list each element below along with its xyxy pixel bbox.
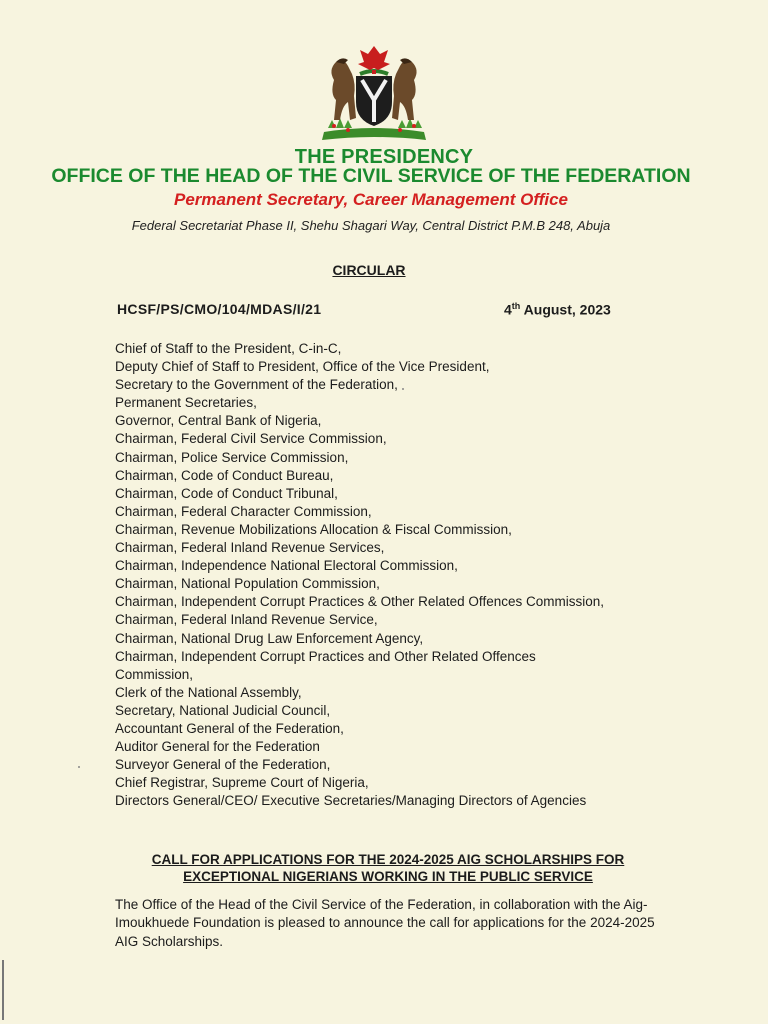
presidency-heading: THE PRESIDENCY	[294, 146, 474, 168]
office-address: Federal Secretariat Phase II, Shehu Shagari Way, Central District P.M.B 248, Abuja	[131, 218, 611, 233]
recipient-item: Chairman, Code of Conduct Bureau,	[115, 467, 334, 483]
office-heading: OFFICE OF THE HEAD OF THE CIVIL SERVICE OF THE FEDERATION	[51, 165, 691, 187]
scan-speck	[78, 766, 80, 768]
recipient-item: Chief of Staff to the President, C-in-C,	[115, 341, 342, 356]
recipient-item: Clerk of the National Assembly,	[115, 684, 302, 700]
recipient-item: Surveyor General of the Federation,	[115, 757, 331, 773]
recipient-item: Chairman, Independent Corrupt Practices & Other Related Offences Commission,	[115, 594, 604, 610]
recipient-item: Chairman, Federal Inland Revenue Service,	[115, 612, 378, 628]
recipient-item: Chairman, Code of Conduct Tribunal,	[115, 485, 338, 501]
reference-number: HCSF/PS/CMO/104/MDAS/I/21	[117, 301, 322, 317]
recipient-item: Chief Registrar, Supreme Court of Nigeria,	[115, 775, 369, 791]
body-paragraph: The Office of the Head of the Civil Service of the Federation, in collaboration with the Aig-Imoukhuede Foundation is pleased to announce the call for applications for the 2024-2025 AIG Scholarships.	[115, 897, 655, 949]
scan-edge-mark	[2, 960, 4, 1020]
recipient-item: Directors General/CEO/ Executive Secretaries/Managing Directors of Agencies	[115, 793, 587, 809]
recipient-item: Accountant General of the Federation,	[115, 720, 344, 736]
recipient-item: Governor, Central Bank of Nigeria,	[115, 413, 322, 429]
subject-line-2: EXCEPTIONAL NIGERIANS WORKING IN THE PUBLIC SERVICE	[183, 869, 593, 884]
document-date	[504, 301, 611, 318]
subject-heading	[88, 851, 688, 885]
date-suffix: th	[511, 301, 521, 311]
recipient-item: Chairman, National Drug Law Enforcement Agency,	[115, 630, 424, 646]
recipient-item: Chairman, Federal Character Commission,	[115, 503, 372, 519]
department-heading: Permanent Secretary, Career Management Office	[173, 190, 568, 209]
recipient-list	[115, 340, 675, 810]
recipient-item: Commission,	[115, 666, 194, 682]
subject-line-1: CALL FOR APPLICATIONS FOR THE 2024-2025 AIG SCHOLARSHIPS FOR	[151, 852, 625, 867]
date-rest: August, 2023	[520, 301, 611, 318]
recipient-item: Chairman, Federal Inland Revenue Services,	[115, 540, 385, 556]
coat-of-arms-icon	[314, 40, 434, 144]
recipient-item: Chairman, Independent Corrupt Practices and Other Related Offences	[115, 648, 536, 664]
recipient-item: Chairman, Police Service Commission,	[115, 449, 349, 465]
recipient-item: Auditor General for the Federation	[115, 739, 320, 755]
document-type-title: CIRCULAR	[332, 262, 406, 278]
recipient-item: Permanent Secretaries,	[115, 395, 257, 411]
recipient-item: Deputy Chief of Staff to President, Office of the Vice President,	[115, 359, 490, 375]
recipient-item: Chairman, Federal Civil Service Commission,	[115, 431, 387, 447]
recipient-item: Chairman, National Population Commission,	[115, 576, 380, 592]
recipient-item: Secretary, National Judicial Council,	[115, 702, 331, 718]
recipient-item: Chairman, Independence National Electoral Commission,	[115, 558, 458, 574]
date-day: 4	[504, 301, 512, 318]
recipient-item: Secretary to the Government of the Federation,	[115, 377, 398, 393]
scan-speck	[402, 388, 404, 390]
recipient-item: Chairman, Revenue Mobilizations Allocation & Fiscal Commission,	[115, 521, 512, 537]
